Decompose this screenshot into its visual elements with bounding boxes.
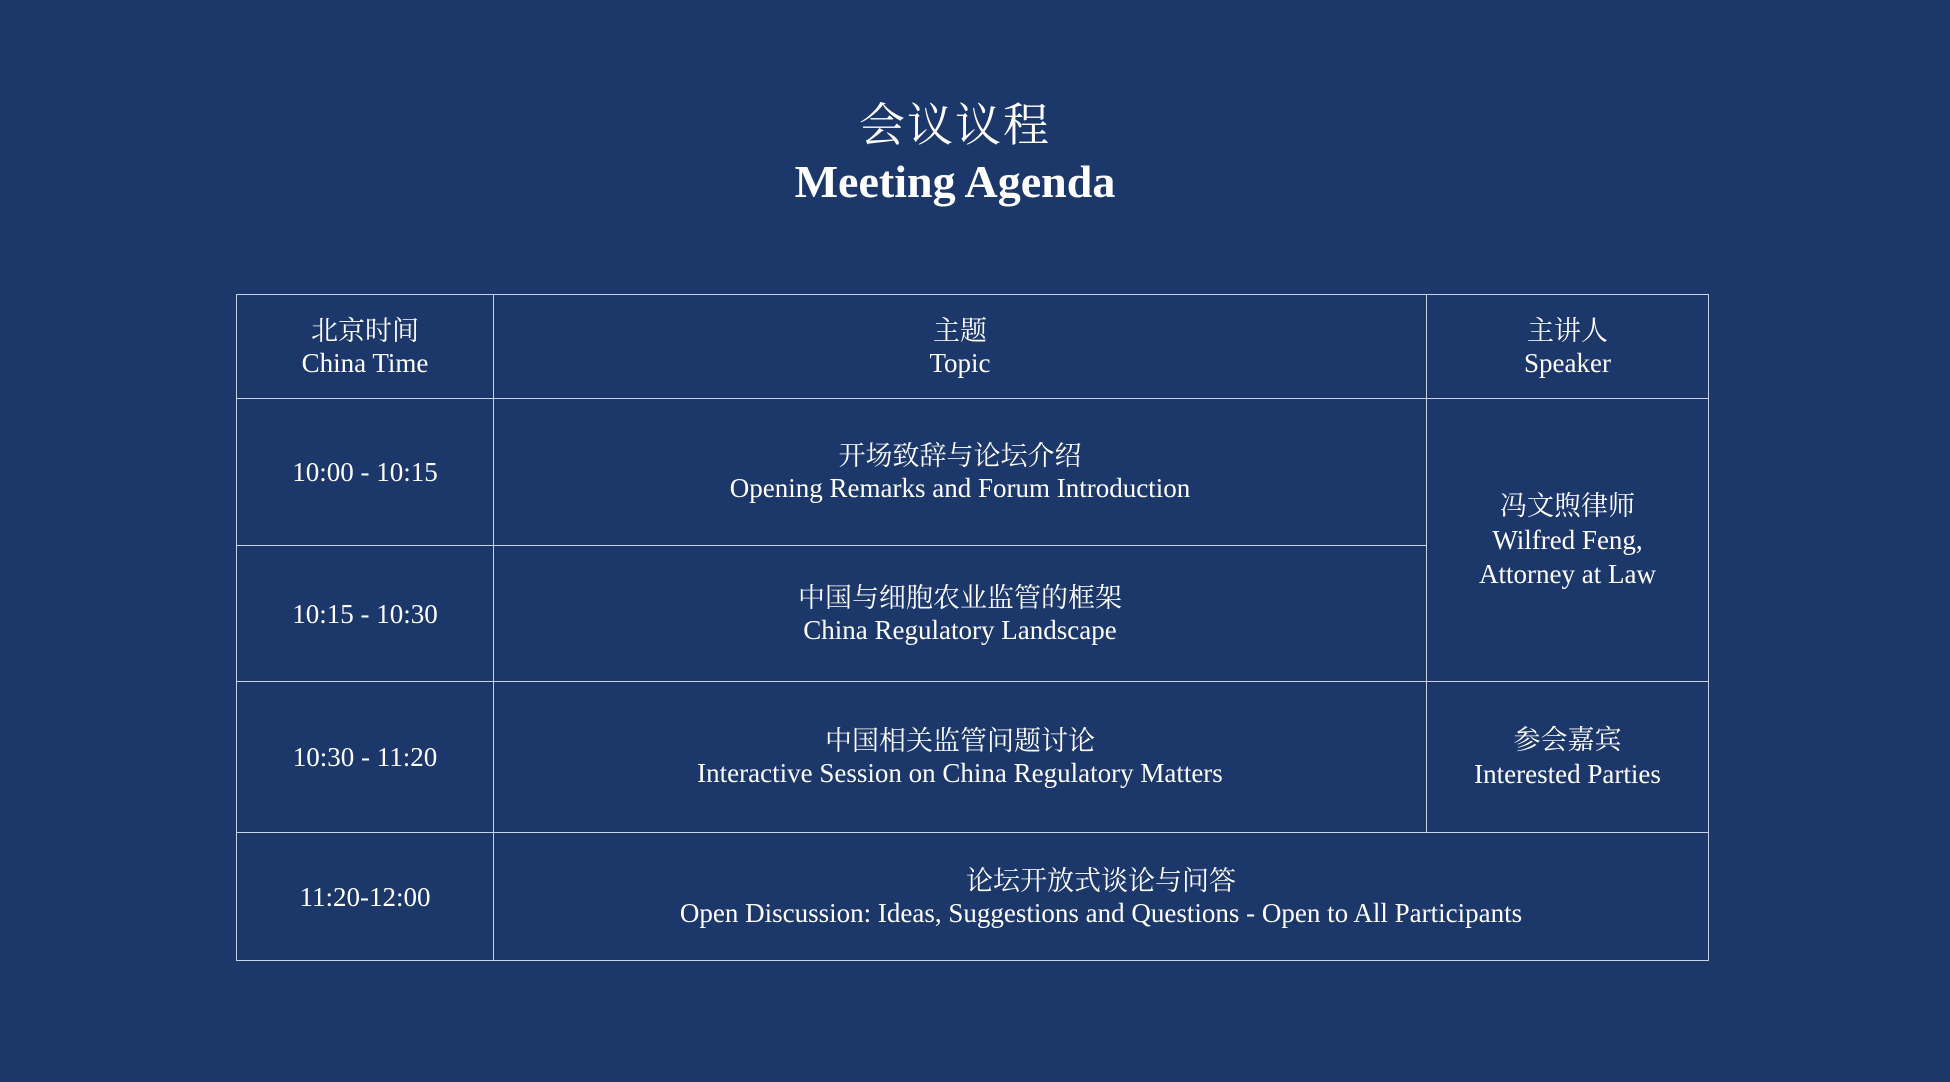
topic-en: Opening Remarks and Forum Introduction	[729, 473, 1191, 503]
title-chinese: 会议议程	[859, 100, 1051, 151]
topic-cell	[494, 546, 1427, 682]
topic-zh: 开场致辞与论坛介绍	[838, 441, 1082, 471]
speaker-cell-guests	[1427, 682, 1709, 833]
time-cell: 10:15 - 10:30	[237, 546, 494, 682]
speaker-zh: 冯文煦律师	[1500, 491, 1635, 521]
table-row	[237, 682, 1709, 833]
time-cell: 11:20-12:00	[237, 833, 494, 961]
header-speaker-zh: 主讲人	[1527, 315, 1608, 346]
header-topic-zh: 主题	[933, 315, 987, 346]
topic-en: Interactive Session on China Regulatory Matters	[697, 758, 1223, 788]
topic-zh: 论坛开放式谈论与问答	[966, 865, 1236, 896]
header-speaker-en: Speaker	[1524, 347, 1611, 378]
topic-cell	[494, 682, 1427, 833]
topic-cell	[494, 399, 1427, 546]
header-topic	[494, 295, 1427, 399]
time-cell: 10:00 - 10:15	[237, 399, 494, 546]
speaker-zh: 参会嘉宾	[1513, 725, 1622, 755]
header-time-zh: 北京时间	[311, 315, 419, 346]
topic-en: China Regulatory Landscape	[803, 614, 1117, 645]
speaker-cell-feng	[1427, 399, 1709, 682]
speaker-en: Interested Parties	[1474, 759, 1661, 789]
table-row	[237, 833, 1709, 961]
header-speaker	[1427, 295, 1709, 399]
title-english: Meeting Agenda	[794, 156, 1116, 207]
table-header-row	[237, 295, 1709, 399]
speaker-en-name: Wilfred Feng,	[1492, 525, 1643, 555]
agenda-title	[0, 98, 1910, 210]
header-time	[237, 295, 494, 399]
topic-cell	[494, 833, 1709, 961]
topic-zh: 中国相关监管问题讨论	[825, 726, 1095, 756]
time-cell: 10:30 - 11:20	[237, 682, 494, 833]
topic-zh: 中国与细胞农业监管的框架	[798, 582, 1122, 613]
header-topic-en: Topic	[929, 347, 991, 378]
agenda-table	[236, 294, 1709, 961]
header-time-en: China Time	[301, 347, 429, 378]
speaker-en-title: Attorney at Law	[1479, 559, 1656, 589]
topic-en: Open Discussion: Ideas, Suggestions and Questions - Open to All Participants	[679, 897, 1523, 928]
table-row	[237, 399, 1709, 546]
